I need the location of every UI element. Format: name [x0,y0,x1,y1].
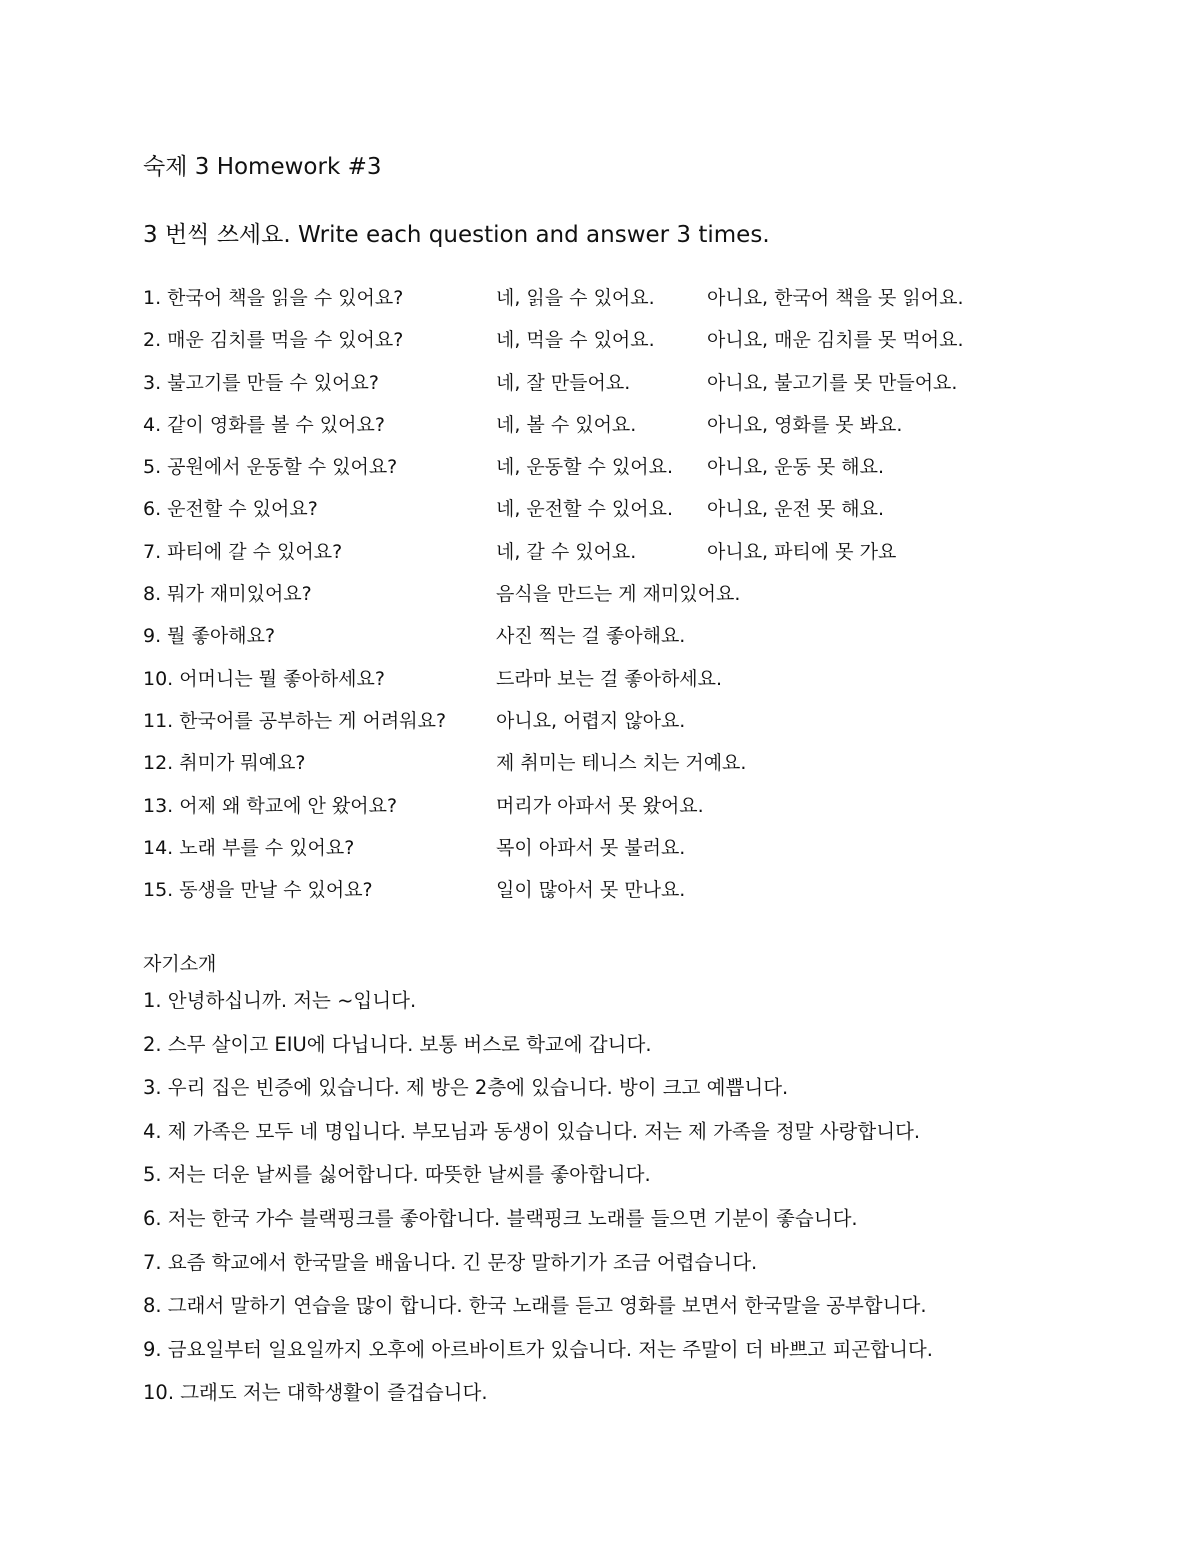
question-text: 5. 공원에서 운동할 수 있어요? [143,456,398,479]
question-text: 4. 같이 영화를 볼 수 있어요? [143,413,385,436]
answer-text: 머리가 아파서 못 왔어요. [496,794,704,817]
question-text: 15. 동생을 만날 수 있어요? [143,879,373,902]
qa-row [143,621,1043,663]
negative-answer-text: 아니요, 운동 못 해요. [707,456,885,479]
negative-answer-text: 아니요, 영화를 못 봐요. [707,413,903,436]
answer-text: 목이 아파서 못 불러요. [496,836,686,859]
question-text: 6. 운전할 수 있어요? [143,498,318,521]
question-text: 14. 노래 부를 수 있어요? [143,836,355,859]
question-text: 12. 취미가 뭐예요? [143,752,306,775]
question-text: 7. 파티에 갈 수 있어요? [143,540,343,563]
qa-row [143,325,1043,367]
instruction-text: 3 번씩 쓰세요. Write each question and answer 3 times. [143,222,770,248]
intro-line: 5. 저는 더운 날씨를 싫어합니다. 따뜻한 날씨를 좋아합니다. [143,1163,651,1187]
intro-line: 1. 안녕하십니까. 저는 ~입니다. [143,989,417,1012]
intro-line: 6. 저는 한국 가수 블랙핑크를 좋아합니다. 블랙핑크 노래를 들으면 기분이 좋습니다. [143,1206,858,1230]
intro-line: 10. 그래도 저는 대학생활이 즐겁습니다. [143,1381,488,1405]
question-text: 13. 어제 왜 학교에 안 왔어요? [143,794,398,817]
answer-text: 네, 운전할 수 있어요. [496,498,674,521]
qa-row [143,706,1043,748]
question-text: 10. 어머니는 뭘 좋아하세요? [143,667,385,690]
intro-line: 4. 제 가족은 모두 네 명입니다. 부모님과 동생이 있습니다. 저는 제 가족을 정말 사랑합니다. [143,1119,921,1143]
question-text: 3. 불고기를 만들 수 있어요? [143,371,379,394]
qa-row [143,452,1043,494]
qa-row [143,283,1043,325]
answer-text: 네, 잘 만들어요. [496,371,631,394]
qa-list [143,283,1043,917]
intro-line: 7. 요즘 학교에서 한국말을 배웁니다. 긴 문장 말하기가 조금 어렵습니다. [143,1250,758,1274]
qa-row [143,664,1043,706]
question-text: 2. 매운 김치를 먹을 수 있어요? [143,329,404,352]
qa-row [143,791,1043,833]
qa-row [143,579,1043,621]
qa-row [143,368,1043,410]
qa-row [143,833,1043,875]
intro-heading: 자기소개 [143,953,217,975]
answer-text: 아니요, 어렵지 않아요. [496,709,686,732]
answer-text: 네, 먹을 수 있어요. [496,329,655,352]
answer-text: 드라마 보는 걸 좋아하세요. [496,667,723,690]
qa-row [143,875,1043,917]
negative-answer-text: 아니요, 파티에 못 가요 [707,540,897,563]
answer-text: 네, 운동할 수 있어요. [496,456,674,479]
page-title: 숙제 3 Homework #3 [143,154,382,180]
question-text: 1. 한국어 책을 읽을 수 있어요? [143,287,404,309]
answer-text: 네, 볼 수 있어요. [496,413,637,436]
qa-row [143,494,1043,536]
question-text: 9. 뭘 좋아해요? [143,625,276,648]
answer-text: 네, 읽을 수 있어요. [496,287,655,309]
question-text: 8. 뭐가 재미있어요? [143,583,312,606]
intro-line: 9. 금요일부터 일요일까지 오후에 아르바이트가 있습니다. 저는 주말이 더 바쁘고 피곤합니다. [143,1337,933,1361]
qa-row [143,537,1043,579]
answer-text: 일이 많아서 못 만나요. [496,879,686,902]
negative-answer-text: 아니요, 한국어 책을 못 읽어요. [707,287,964,309]
intro-line: 2. 스무 살이고 EIU에 다닙니다. 보통 버스로 학교에 갑니다. [143,1032,652,1056]
answer-text: 네, 갈 수 있어요. [496,540,637,563]
negative-answer-text: 아니요, 운전 못 해요. [707,498,885,521]
negative-answer-text: 아니요, 매운 김치를 못 먹어요. [707,329,964,352]
answer-text: 음식을 만드는 게 재미있어요. [496,583,741,606]
answer-text: 제 취미는 테니스 치는 거예요. [496,752,747,775]
intro-list [143,985,1043,1421]
qa-row [143,748,1043,790]
intro-line: 8. 그래서 말하기 연습을 많이 합니다. 한국 노래를 듣고 영화를 보면서 한국말을 공부합니다. [143,1294,927,1318]
negative-answer-text: 아니요, 불고기를 못 만들어요. [707,371,958,394]
question-text: 11. 한국어를 공부하는 게 어려워요? [143,709,447,732]
intro-line: 3. 우리 집은 빈증에 있습니다. 제 방은 2층에 있습니다. 방이 크고 예쁩니다. [143,1076,789,1100]
qa-row [143,410,1043,452]
answer-text: 사진 찍는 걸 좋아해요. [496,625,686,648]
